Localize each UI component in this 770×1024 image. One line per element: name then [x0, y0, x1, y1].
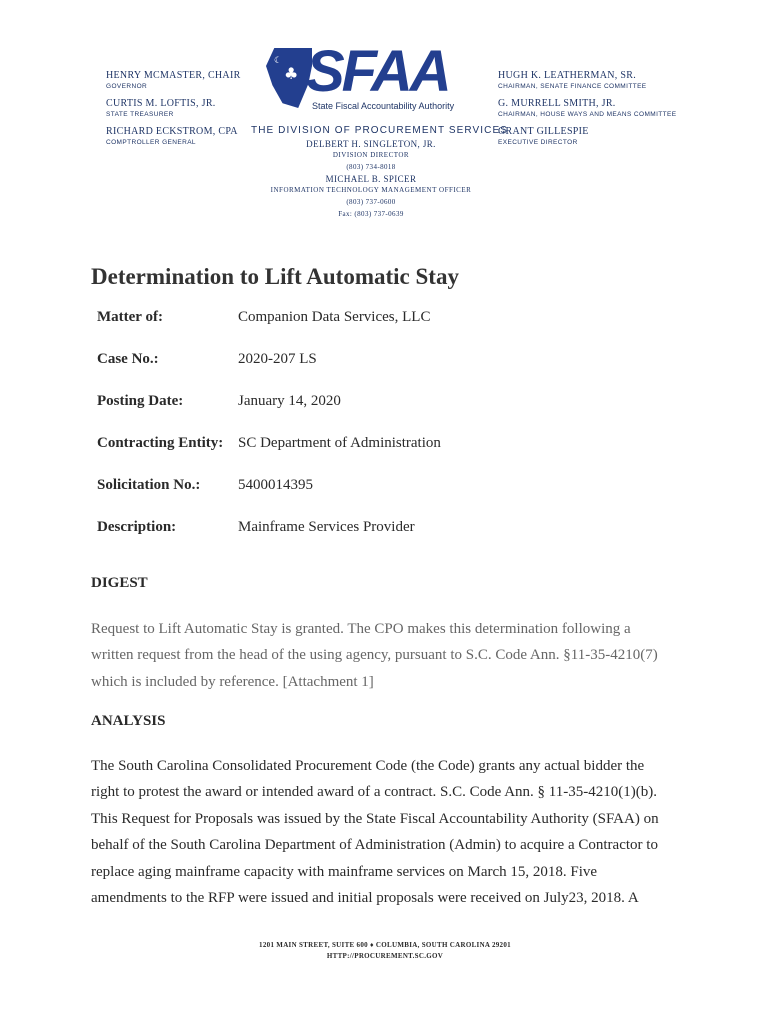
- logo-wordmark: SFAA: [306, 39, 449, 104]
- digest-heading: DIGEST: [91, 575, 148, 591]
- sfaa-logo: [266, 39, 466, 116]
- field-value: SC Department of Administration: [238, 435, 441, 451]
- field-row-case-no: [97, 348, 657, 390]
- officer-phone: (803) 737-0600: [346, 198, 396, 206]
- board-member-role: CHAIRMAN, SENATE FINANCE COMMITTEE: [498, 83, 647, 90]
- officer-block: [258, 174, 484, 220]
- field-value: 5400014395: [238, 477, 313, 493]
- director-name: DELBERT H. SINGLETON, JR.: [306, 139, 436, 149]
- board-member-role: EXECUTIVE DIRECTOR: [498, 139, 578, 146]
- field-value: 2020-207 LS: [238, 351, 317, 367]
- logo-subtitle: State Fiscal Accountability Authority: [312, 101, 455, 111]
- digest-paragraph: Request to Lift Automatic Stay is granted. The CPO makes this determination following a written request from the head of the using agency, pursuant to S.C. Code Ann. §11-35-4210(7) which is included by reference. [Attachment 1]: [91, 621, 658, 690]
- letterhead-right-column: [498, 70, 698, 154]
- field-row-description: [97, 516, 657, 558]
- director-block: [258, 139, 484, 173]
- field-row-solicitation-no: [97, 474, 657, 516]
- field-label: Solicitation No.:: [97, 477, 201, 493]
- case-fields: [97, 306, 657, 558]
- field-row-contracting-entity: [97, 432, 657, 474]
- board-member-name: GRANT GILLESPIE: [498, 126, 589, 137]
- field-label: Case No.:: [97, 351, 159, 367]
- letterhead-entry: [106, 98, 256, 120]
- board-member-role: GOVERNOR: [106, 83, 148, 90]
- footer-address: 1201 MAIN STREET, SUITE 600 ♦ COLUMBIA, SOUTH CAROLINA 29201: [259, 941, 511, 949]
- analysis-paragraph: The South Carolina Consolidated Procurement Code (the Code) grants any actual bidder the right to protest the award or intended award of a contract. S.C. Code Ann. § 11-35-4210(1)(b). This Request for Proposals was issued by the State Fiscal Accountability Authority (SFAA) on behalf of the South Carolina Department of Administration (Admin) to acquire a Contractor to replace aging mainframe capacity with mainframe services on March 15, 2018. Five amendments to the RFP were issued and initial proposals were received on July23, 2018. A: [91, 758, 659, 907]
- letterhead-entry: [498, 70, 698, 92]
- board-member-role: CHAIRMAN, HOUSE WAYS AND MEANS COMMITTEE: [498, 111, 677, 118]
- letterhead-entry: [498, 98, 698, 120]
- field-label: Matter of:: [97, 309, 163, 325]
- letterhead-entry: [498, 126, 698, 148]
- board-member-name: CURTIS M. LOFTIS, JR.: [106, 98, 216, 109]
- board-member-name: G. MURRELL SMITH, JR.: [498, 98, 616, 109]
- field-value: January 14, 2020: [238, 393, 341, 409]
- field-value: Companion Data Services, LLC: [238, 309, 431, 325]
- letterhead-entry: [106, 126, 256, 148]
- letterhead-left-column: [106, 70, 256, 154]
- officer-fax: Fax: (803) 737-0639: [338, 210, 404, 218]
- board-member-name: HUGH K. LEATHERMAN, SR.: [498, 70, 637, 81]
- field-row-matter: [97, 306, 657, 348]
- footer-url: HTTP://PROCUREMENT.SC.GOV: [326, 952, 444, 960]
- palmetto-tree-icon: ♣: [284, 64, 299, 83]
- board-member-name: HENRY MCMASTER, CHAIR: [106, 70, 241, 81]
- director-title: DIVISION DIRECTOR: [332, 151, 410, 159]
- analysis-heading: ANALYSIS: [91, 713, 166, 729]
- field-row-posting-date: [97, 390, 657, 432]
- board-member-role: COMPTROLLER GENERAL: [106, 139, 196, 146]
- board-member-role: STATE TREASURER: [106, 111, 174, 118]
- officer-name: MICHAEL B. SPICER: [325, 174, 417, 184]
- letterhead-entry: [106, 70, 256, 92]
- officer-title: INFORMATION TECHNOLOGY MANAGEMENT OFFICER: [270, 186, 472, 194]
- field-label: Posting Date:: [97, 393, 184, 409]
- document-title: Determination to Lift Automatic Stay: [91, 264, 459, 289]
- field-label: Contracting Entity:: [97, 435, 224, 451]
- crescent-moon-icon: ☾: [274, 56, 283, 66]
- field-value: Mainframe Services Provider: [238, 519, 415, 535]
- field-label: Description:: [97, 519, 177, 535]
- director-phone: (803) 734-8018: [346, 163, 396, 171]
- division-heading: THE DIVISION OF PROCUREMENT SERVICES: [251, 125, 509, 136]
- board-member-name: RICHARD ECKSTROM, CPA: [106, 126, 238, 137]
